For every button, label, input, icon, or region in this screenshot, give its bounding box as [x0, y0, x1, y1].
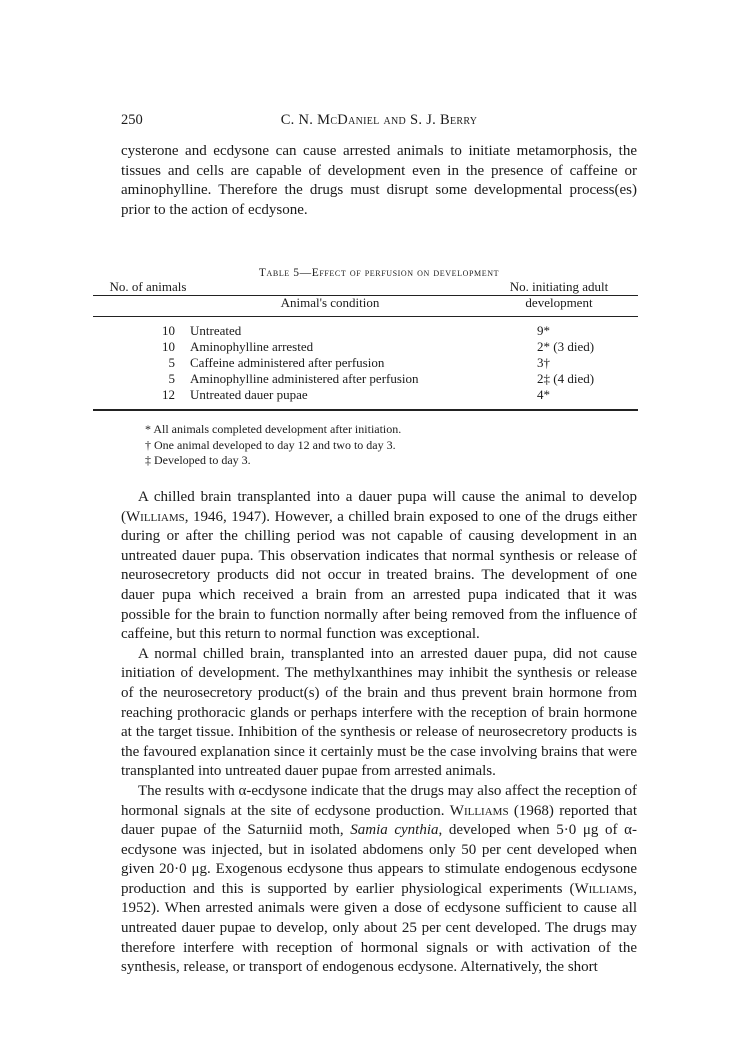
cell-condition: Aminophylline administered after perfusion — [190, 371, 419, 386]
cell-count: 10 — [162, 323, 175, 338]
footnote: * All animals completed development after initiation. — [145, 422, 402, 436]
paragraph-ecdysone-results — [121, 782, 637, 978]
header-animals-condition: Animal's condition — [280, 295, 380, 310]
cell-condition: Caffeine administered after perfusion — [190, 355, 385, 370]
cell-result: 2* (3 died) — [537, 339, 595, 354]
header-no-initiating: No. initiating adult development — [509, 279, 609, 310]
cell-result: 9* — [537, 323, 550, 338]
intro-paragraph: cysterone and ecdysone can cause arrested animals to initiate metamorphosis, the tissues and cells are capable of development even in the presence of caffeine or aminophylline. Therefore the drugs must disrupt some developmental process(es) prior to the action of ecdysone. — [121, 143, 637, 218]
cell-count: 5 — [168, 371, 175, 386]
table-header-rule — [93, 316, 638, 317]
table-footnotes — [145, 422, 401, 469]
table-bottom-rule-double — [93, 410, 638, 411]
text-run: , 1946, 1947). However, a chilled brain exposed to one of the drugs either during or after the chilling period was not capable of causing development in an untreated dauer pupa. This observation indicates that normal synthesis or release of neurosecretory products did not occur in treated brains. The development of one dauer pupa which received a brain from an arrested pupa indicated that it was possible for the brain to function normally after being removed from the influence of caffeine, but this return to normal function was exceptional. — [121, 508, 637, 643]
table-row — [93, 371, 638, 387]
table-row — [93, 387, 638, 403]
cell-condition: Untreated — [190, 323, 242, 338]
text-run: , developed when 5·0 μg of α-ecdysone was injected, but in isolated abdomens only 50 per cent developed when given 20·0 μg. Exogenous ecdysone thus appears to stimulate endogenous ecdysone production and this is supported by earlier physiological experiments ( — [121, 822, 638, 897]
citation-author: Williams — [449, 802, 509, 819]
text-run: A chilled brain transplanted into a dauer pupa will cause the animal to develop ( — [121, 489, 637, 525]
table-caption: Table 5—Effect of perfusion on development — [258, 267, 500, 279]
cell-result: 3† — [537, 355, 550, 370]
cell-count: 10 — [162, 339, 175, 354]
species-name: Samia cynthia — [350, 822, 439, 839]
running-head — [121, 112, 637, 132]
running-head-authors: C. N. McDaniel and S. J. Berry — [280, 112, 478, 128]
cell-result: 4* — [537, 387, 550, 402]
table-body — [93, 323, 638, 403]
citation-author: Williams — [126, 508, 185, 525]
footnote: ‡ Developed to day 3. — [145, 453, 251, 467]
table-row — [93, 323, 638, 339]
paragraph-normal-chilled-brain: A normal chilled brain, transplanted into an arrested dauer pupa, did not cause initiation of development. The methylxanthines may inhibit the synthesis or release of the neurosecretory product(s) of the brain and thus prevent brain hormone from reaching prothoracic glands or perhaps interfere with the reception of brain hormone at the target tissue. Inhibition of the synthesis or release of neurosecretory products is the favoured explanation since it certainly must be the case involving brains that were transplanted into untreated dauer pupae from arrested animals. — [121, 645, 637, 780]
citation-author: Williams — [574, 880, 634, 897]
paragraph-brain-transplant — [121, 488, 637, 645]
text-run: The results with α-ecdysone indicate that the drugs may also affect the reception of hormonal signals at the site of ecdysone production. — [121, 782, 637, 819]
page-number: 250 — [121, 112, 143, 128]
cell-count: 5 — [168, 355, 175, 370]
cell-condition: Aminophylline arrested — [190, 339, 314, 354]
table-row — [93, 339, 638, 355]
cell-condition: Untreated dauer pupae — [190, 387, 308, 402]
table-row — [93, 355, 638, 371]
body-text — [121, 488, 637, 978]
header-no-of-animals: No. of animals — [109, 279, 187, 294]
footnote: † One animal developed to day 12 and two to day 3. — [145, 437, 396, 452]
cell-count: 12 — [162, 387, 175, 402]
text-run: (1968) reported that dauer pupae of the Saturniid moth, — [121, 802, 637, 839]
cell-result: 2‡ (4 died) — [537, 371, 595, 386]
text-run: , 1952). When arrested animals were given a dose of ecdysone sufficient to cause all untreated dauer pupae to develop, only about 25 per cent developed. The drugs may therefore interfere with reception of hormonal signals or with activation of the synthesis, release, or transport of endogenous ecdysone. Alternatively, the short — [121, 880, 637, 976]
